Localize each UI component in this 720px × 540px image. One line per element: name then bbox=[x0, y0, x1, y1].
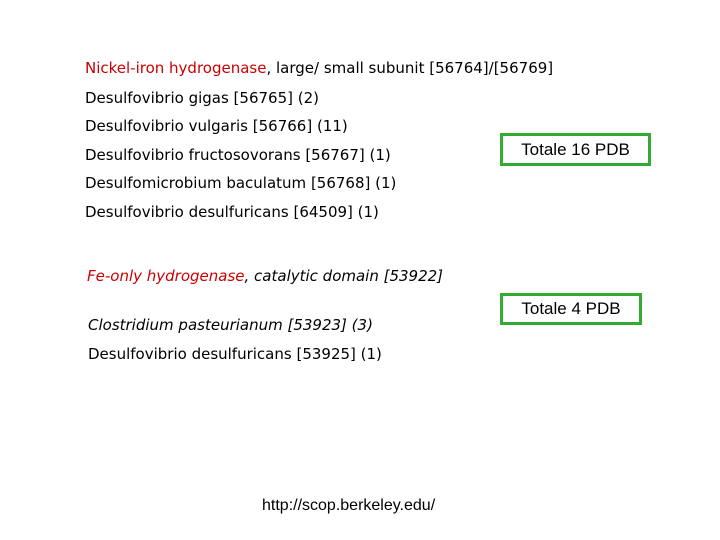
group1-title bbox=[85, 58, 553, 78]
group1-item: Desulfovibrio desulfuricans [64509] (1) bbox=[85, 203, 379, 221]
group1-item: Desulfovibrio gigas [56765] (2) bbox=[85, 89, 319, 107]
group1-item: Desulfovibrio vulgaris [56766] (11) bbox=[85, 117, 348, 135]
group1-item: Desulfovibrio fructosovorans [56767] (1) bbox=[85, 146, 391, 164]
group1-total-box: Totale 16 PDB bbox=[500, 133, 651, 166]
group1-title-rest: , large/ small subunit [56764]/[56769] bbox=[266, 59, 554, 77]
group1-title-highlight: Nickel-iron hydrogenase bbox=[85, 59, 267, 77]
group2-title-highlight: Fe-only hydrogenase bbox=[87, 267, 245, 285]
group2-item: Desulfovibrio desulfuricans [53925] (1) bbox=[88, 345, 382, 363]
group2-total-box: Totale 4 PDB bbox=[500, 293, 642, 325]
source-url: http://scop.berkeley.edu/ bbox=[262, 497, 436, 514]
group2-title bbox=[87, 266, 443, 286]
group2-title-rest: , catalytic domain [53922] bbox=[244, 267, 444, 285]
group2-item: Clostridium pasteurianum [53923] (3) bbox=[88, 316, 373, 334]
group1-item: Desulfomicrobium baculatum [56768] (1) bbox=[85, 174, 397, 192]
